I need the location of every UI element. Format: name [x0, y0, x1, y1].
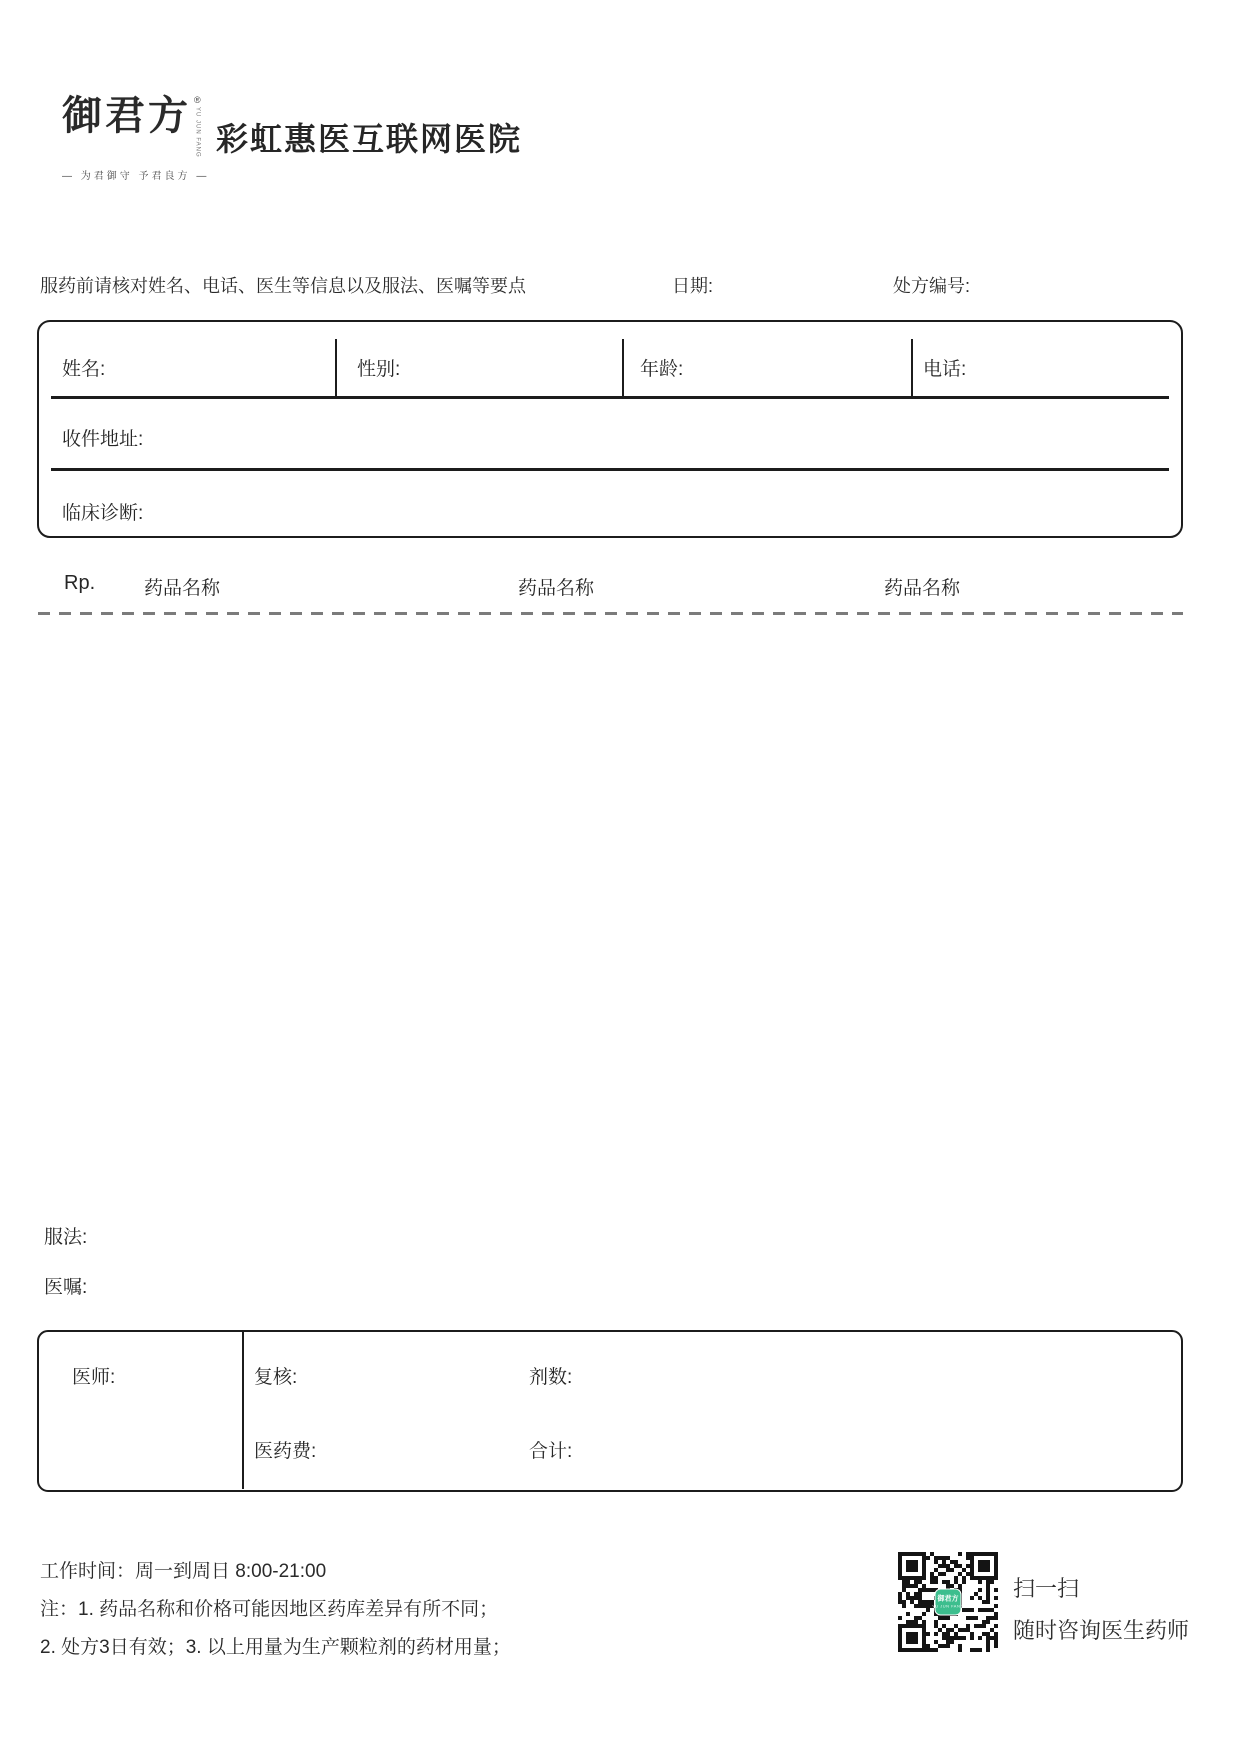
- dose-count-label: 剂数:: [529, 1367, 573, 1388]
- age-label: 年龄:: [640, 359, 684, 380]
- qr-center-logo-text: 御君方: [937, 1595, 959, 1603]
- divider: [335, 339, 337, 397]
- rp-label: Rp.: [64, 572, 96, 594]
- qr-code: [898, 1552, 998, 1652]
- date-label: 日期:: [672, 276, 714, 296]
- logo-text: 御君方: [62, 92, 191, 139]
- scan-description: 随时咨询医生药师: [1013, 1618, 1190, 1643]
- pre-use-notice: 服药前请核对姓名、电话、医生等信息以及服法、医嘱等要点: [40, 276, 526, 296]
- drug-name-header-3: 药品名称: [884, 578, 961, 599]
- logo-vertical-text: YU JUN FANG: [194, 107, 201, 158]
- divider: [242, 1332, 244, 1489]
- divider: [51, 468, 1169, 471]
- address-label: 收件地址:: [62, 429, 144, 450]
- qr-center-logo: [932, 1589, 964, 1616]
- drug-name-header-1: 药品名称: [144, 578, 221, 599]
- note-line-2: 2. 处方3日有效；3. 以上用量为生产颗粒剂的药材用量；: [40, 1637, 511, 1658]
- qr-center-logo-subtext: YU JUN FANG: [932, 1603, 964, 1609]
- advice-label: 医嘱:: [44, 1277, 88, 1298]
- gender-label: 性别:: [357, 359, 401, 380]
- patient-info-box: [37, 320, 1183, 538]
- total-label: 合计:: [529, 1441, 573, 1462]
- name-label: 姓名:: [62, 359, 106, 380]
- physician-label: 医师:: [72, 1367, 116, 1388]
- rx-number-label: 处方编号:: [893, 276, 971, 296]
- logo-tagline: — 为君御守 予君良方 —: [62, 170, 210, 182]
- phone-label: 电话:: [923, 359, 967, 380]
- diagnosis-label: 临床诊断:: [62, 503, 144, 524]
- divider: [911, 339, 913, 397]
- divider: [622, 339, 624, 397]
- drug-name-header-2: 药品名称: [518, 578, 595, 599]
- usage-label: 服法:: [44, 1227, 88, 1248]
- brand-logo: [62, 92, 210, 182]
- hospital-title: 彩虹惠医互联网医院: [216, 121, 523, 157]
- registered-trademark-icon: ®: [194, 95, 201, 105]
- note-line-1: 注：1. 药品名称和价格可能因地区药库差异有所不同；: [40, 1599, 499, 1620]
- prescription-body-empty: [38, 620, 1183, 1210]
- working-hours: 工作时间：周一到周日 8:00-21:00: [40, 1561, 327, 1582]
- rx-separator-dashed-line: [38, 612, 1183, 615]
- review-label: 复核:: [254, 1367, 298, 1388]
- divider: [51, 396, 1169, 399]
- scan-label: 扫一扫: [1013, 1576, 1080, 1601]
- medicine-fee-label: 医药费:: [254, 1441, 317, 1462]
- signature-box: [37, 1330, 1183, 1492]
